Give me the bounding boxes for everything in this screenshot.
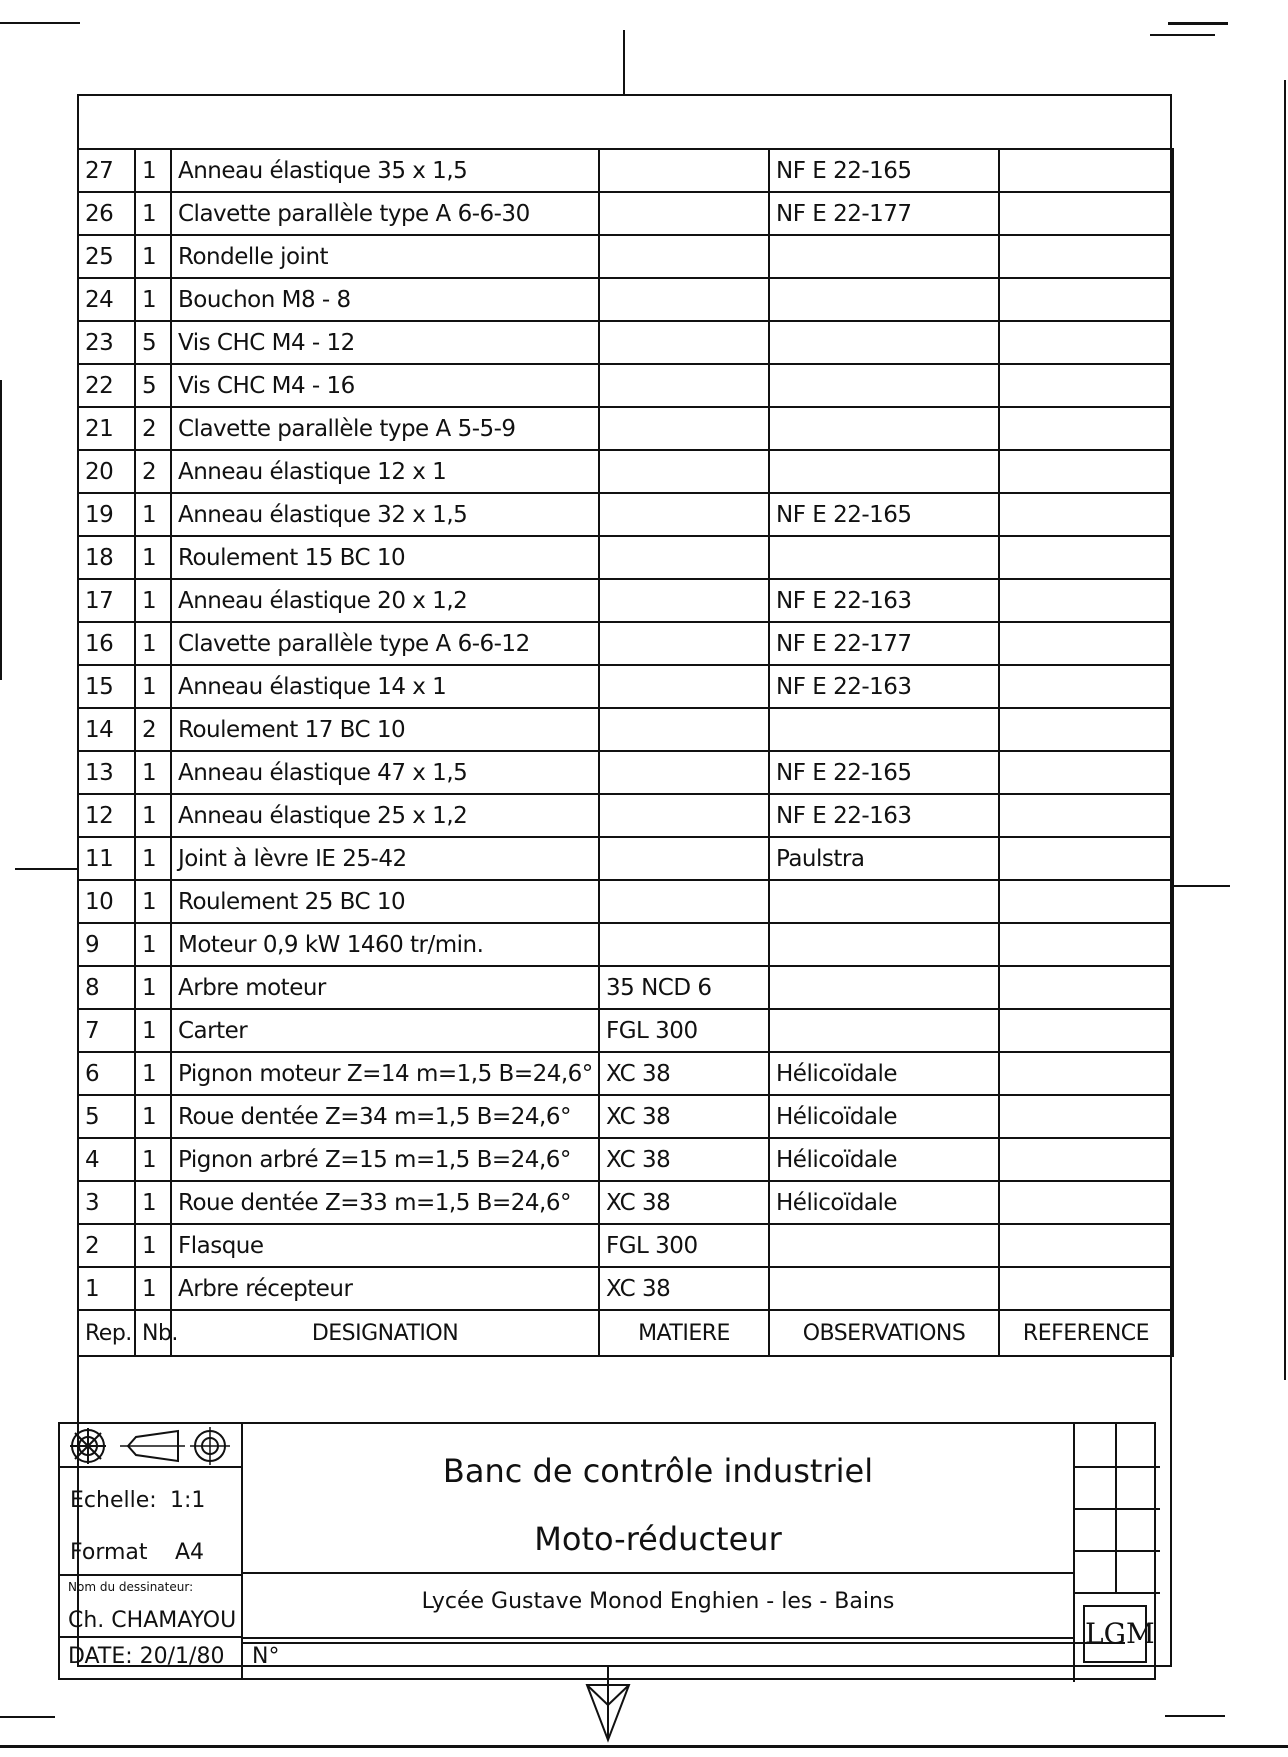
header-reference: REFERENCE <box>999 1310 1173 1356</box>
cell-reference <box>999 708 1173 751</box>
cell-matiere: XC 38 <box>599 1267 769 1310</box>
cell-reference <box>999 966 1173 1009</box>
cell-reference <box>999 235 1173 278</box>
cell-nb: 1 <box>135 493 171 536</box>
table-row <box>78 321 1173 364</box>
title-divider <box>243 1637 1073 1639</box>
cell-reference <box>999 1052 1173 1095</box>
cell-observations: NF E 22-177 <box>769 192 999 235</box>
cell-rep: 19 <box>78 493 135 536</box>
table-row <box>78 794 1173 837</box>
cell-observations <box>769 1009 999 1052</box>
table-row <box>78 149 1173 192</box>
bill-of-materials-table <box>77 148 1174 1357</box>
table-row <box>78 923 1173 966</box>
cell-observations <box>769 966 999 1009</box>
projection-symbol-icon <box>60 1424 243 1468</box>
cell-designation: Moteur 0,9 kW 1460 tr/min. <box>171 923 599 966</box>
table-row <box>78 966 1173 1009</box>
cell-observations <box>769 364 999 407</box>
cell-observations <box>769 278 999 321</box>
cell-designation: Pignon moteur Z=14 m=1,5 B=24,6° <box>171 1052 599 1095</box>
drawing-number-label: N° <box>252 1644 280 1669</box>
center-mark <box>623 30 625 94</box>
cell-reference <box>999 407 1173 450</box>
table-row <box>78 837 1173 880</box>
cell-nb: 1 <box>135 1052 171 1095</box>
cell-reference <box>999 880 1173 923</box>
table-row <box>78 708 1173 751</box>
cell-matiere <box>599 407 769 450</box>
cell-matiere <box>599 708 769 751</box>
cell-rep: 13 <box>78 751 135 794</box>
cell-rep: 8 <box>78 966 135 1009</box>
cell-matiere <box>599 751 769 794</box>
header-matiere: MATIERE <box>599 1310 769 1356</box>
cell-rep: 1 <box>78 1267 135 1310</box>
cell-designation: Arbre récepteur <box>171 1267 599 1310</box>
echelle-label: Echelle: <box>70 1488 157 1513</box>
cell-matiere <box>599 364 769 407</box>
cell-designation: Pignon arbré Z=15 m=1,5 B=24,6° <box>171 1138 599 1181</box>
cell-designation: Clavette parallèle type A 5-5-9 <box>171 407 599 450</box>
cell-observations: Hélicoïdale <box>769 1181 999 1224</box>
table-row <box>78 192 1173 235</box>
cell-matiere <box>599 493 769 536</box>
cell-observations: NF E 22-163 <box>769 794 999 837</box>
cell-rep: 5 <box>78 1095 135 1138</box>
cell-designation: Roue dentée Z=33 m=1,5 B=24,6° <box>171 1181 599 1224</box>
header-nb: Nb. <box>135 1310 171 1356</box>
cell-rep: 4 <box>78 1138 135 1181</box>
cell-matiere: FGL 300 <box>599 1009 769 1052</box>
table-row <box>78 493 1173 536</box>
school-logo: LGM <box>1083 1605 1147 1663</box>
cell-nb: 2 <box>135 407 171 450</box>
table-row <box>78 450 1173 493</box>
cell-rep: 12 <box>78 794 135 837</box>
cell-nb: 1 <box>135 923 171 966</box>
crop-mark <box>1165 1715 1225 1717</box>
table-row <box>78 407 1173 450</box>
cell-rep: 26 <box>78 192 135 235</box>
table-row <box>78 622 1173 665</box>
cell-nb: 1 <box>135 1009 171 1052</box>
cell-reference <box>999 192 1173 235</box>
cell-designation: Carter <box>171 1009 599 1052</box>
cell-rep: 24 <box>78 278 135 321</box>
table-row <box>78 1267 1173 1310</box>
cell-rep: 16 <box>78 622 135 665</box>
cell-matiere <box>599 665 769 708</box>
projection-symbol-cell <box>60 1424 241 1468</box>
cell-nb: 5 <box>135 364 171 407</box>
cell-nb: 2 <box>135 450 171 493</box>
cell-matiere: XC 38 <box>599 1095 769 1138</box>
cell-designation: Clavette parallèle type A 6-6-30 <box>171 192 599 235</box>
cell-reference <box>999 751 1173 794</box>
cell-observations: NF E 22-177 <box>769 622 999 665</box>
cell-designation: Arbre moteur <box>171 966 599 1009</box>
cell-nb: 5 <box>135 321 171 364</box>
cell-reference <box>999 1181 1173 1224</box>
scale-cell <box>60 1468 241 1576</box>
centering-arrow-icon <box>583 1665 633 1743</box>
title-divider <box>243 1572 1073 1574</box>
cell-designation: Anneau élastique 20 x 1,2 <box>171 579 599 622</box>
cell-nb: 1 <box>135 622 171 665</box>
cell-matiere <box>599 450 769 493</box>
cell-rep: 15 <box>78 665 135 708</box>
cell-reference <box>999 1095 1173 1138</box>
cell-observations <box>769 321 999 364</box>
cell-observations: Hélicoïdale <box>769 1095 999 1138</box>
cell-designation: Anneau élastique 35 x 1,5 <box>171 149 599 192</box>
cell-matiere <box>599 149 769 192</box>
cell-reference <box>999 321 1173 364</box>
cell-reference <box>999 364 1173 407</box>
cell-matiere <box>599 880 769 923</box>
drawing-subtitle: Moto-réducteur <box>534 1520 782 1558</box>
cell-matiere: XC 38 <box>599 1181 769 1224</box>
cell-observations <box>769 450 999 493</box>
cell-rep: 25 <box>78 235 135 278</box>
table-row <box>78 579 1173 622</box>
cell-observations <box>769 708 999 751</box>
right-grid-divider <box>1073 1424 1075 1682</box>
cell-observations <box>769 923 999 966</box>
cell-designation: Anneau élastique 25 x 1,2 <box>171 794 599 837</box>
cell-observations <box>769 1267 999 1310</box>
cell-rep: 18 <box>78 536 135 579</box>
drafter-cell <box>60 1576 241 1638</box>
cell-matiere <box>599 536 769 579</box>
cell-observations: NF E 22-165 <box>769 751 999 794</box>
cell-designation: Joint à lèvre IE 25-42 <box>171 837 599 880</box>
cell-matiere: XC 38 <box>599 1052 769 1095</box>
cell-rep: 14 <box>78 708 135 751</box>
table-row <box>78 880 1173 923</box>
cell-designation: Flasque <box>171 1224 599 1267</box>
bom-header-row <box>78 1310 1173 1356</box>
cell-nb: 1 <box>135 665 171 708</box>
cell-observations: Hélicoïdale <box>769 1052 999 1095</box>
cell-matiere: XC 38 <box>599 1138 769 1181</box>
cell-designation: Anneau élastique 47 x 1,5 <box>171 751 599 794</box>
grid-line <box>1075 1550 1160 1552</box>
cell-designation: Roulement 25 BC 10 <box>171 880 599 923</box>
cell-nb: 1 <box>135 880 171 923</box>
cell-reference <box>999 1224 1173 1267</box>
cell-matiere <box>599 622 769 665</box>
cell-observations: NF E 22-165 <box>769 493 999 536</box>
cell-matiere: FGL 300 <box>599 1224 769 1267</box>
table-row <box>78 1224 1173 1267</box>
cell-rep: 7 <box>78 1009 135 1052</box>
cell-designation: Anneau élastique 32 x 1,5 <box>171 493 599 536</box>
cell-matiere <box>599 923 769 966</box>
drafter-name: Ch. CHAMAYOU <box>68 1608 237 1633</box>
table-row <box>78 235 1173 278</box>
cell-designation: Anneau élastique 12 x 1 <box>171 450 599 493</box>
cell-nb: 2 <box>135 708 171 751</box>
cell-reference <box>999 450 1173 493</box>
cell-matiere <box>599 794 769 837</box>
cell-matiere <box>599 278 769 321</box>
cell-nb: 1 <box>135 1267 171 1310</box>
cell-observations <box>769 235 999 278</box>
cell-nb: 1 <box>135 837 171 880</box>
cell-reference <box>999 1267 1173 1310</box>
cell-nb: 1 <box>135 966 171 1009</box>
center-mark <box>1172 885 1230 887</box>
table-row <box>78 1095 1173 1138</box>
format-value: A4 <box>175 1540 205 1565</box>
number-cell-divider <box>243 1642 1125 1644</box>
cell-nb: 1 <box>135 149 171 192</box>
bottom-edge-line <box>0 1745 1288 1748</box>
cell-designation: Clavette parallèle type A 6-6-12 <box>171 622 599 665</box>
cell-nb: 1 <box>135 278 171 321</box>
cell-rep: 17 <box>78 579 135 622</box>
title-block <box>58 1422 1156 1680</box>
cell-designation: Roulement 17 BC 10 <box>171 708 599 751</box>
cell-matiere <box>599 192 769 235</box>
cell-designation: Bouchon M8 - 8 <box>171 278 599 321</box>
cell-observations <box>769 536 999 579</box>
grid-line <box>1075 1592 1160 1594</box>
crop-mark <box>1168 22 1228 25</box>
cell-nb: 1 <box>135 579 171 622</box>
crop-mark <box>0 1716 55 1718</box>
center-mark <box>15 868 77 870</box>
grid-line <box>1075 1508 1160 1510</box>
margin-line <box>0 380 2 680</box>
crop-mark <box>1150 34 1215 36</box>
cell-nb: 1 <box>135 192 171 235</box>
cell-reference <box>999 493 1173 536</box>
table-row <box>78 1138 1173 1181</box>
cell-designation: Roulement 15 BC 10 <box>171 536 599 579</box>
cell-matiere <box>599 235 769 278</box>
cell-rep: 10 <box>78 880 135 923</box>
crop-mark <box>0 22 80 24</box>
cell-matiere <box>599 837 769 880</box>
cell-observations: NF E 22-163 <box>769 579 999 622</box>
cell-nb: 1 <box>135 1181 171 1224</box>
margin-line <box>1284 80 1286 1380</box>
cell-nb: 1 <box>135 1224 171 1267</box>
cell-observations: NF E 22-163 <box>769 665 999 708</box>
cell-reference <box>999 923 1173 966</box>
table-row <box>78 751 1173 794</box>
title-block-info <box>60 1424 243 1678</box>
cell-reference <box>999 149 1173 192</box>
cell-observations: Paulstra <box>769 837 999 880</box>
cell-rep: 6 <box>78 1052 135 1095</box>
cell-reference <box>999 837 1173 880</box>
cell-designation: Vis CHC M4 - 16 <box>171 364 599 407</box>
cell-designation: Roue dentée Z=34 m=1,5 B=24,6° <box>171 1095 599 1138</box>
revision-grid <box>1073 1424 1158 1594</box>
cell-observations: Hélicoïdale <box>769 1138 999 1181</box>
cell-reference <box>999 794 1173 837</box>
cell-reference <box>999 1009 1173 1052</box>
cell-reference <box>999 622 1173 665</box>
header-designation: DESIGNATION <box>171 1310 599 1356</box>
table-row <box>78 665 1173 708</box>
table-row <box>78 1009 1173 1052</box>
cell-designation: Rondelle joint <box>171 235 599 278</box>
cell-rep: 22 <box>78 364 135 407</box>
cell-matiere <box>599 579 769 622</box>
cell-rep: 21 <box>78 407 135 450</box>
cell-matiere: 35 NCD 6 <box>599 966 769 1009</box>
cell-rep: 20 <box>78 450 135 493</box>
cell-rep: 27 <box>78 149 135 192</box>
cell-rep: 9 <box>78 923 135 966</box>
cell-nb: 1 <box>135 1138 171 1181</box>
echelle-value: 1:1 <box>170 1488 206 1513</box>
cell-rep: 11 <box>78 837 135 880</box>
drawing-title: Banc de contrôle industriel <box>442 1452 874 1490</box>
format-label: Format <box>70 1540 148 1565</box>
cell-reference <box>999 579 1173 622</box>
cell-reference <box>999 1138 1173 1181</box>
cell-designation: Vis CHC M4 - 12 <box>171 321 599 364</box>
cell-reference <box>999 278 1173 321</box>
cell-nb: 1 <box>135 794 171 837</box>
cell-observations <box>769 880 999 923</box>
header-observations: OBSERVATIONS <box>769 1310 999 1356</box>
cell-nb: 1 <box>135 536 171 579</box>
cell-rep: 3 <box>78 1181 135 1224</box>
grid-line <box>1075 1466 1160 1468</box>
header-rep: Rep. <box>78 1310 135 1356</box>
date-cell <box>60 1638 241 1678</box>
school-name: Lycée Gustave Monod Enghien - les - Bains <box>421 1589 895 1614</box>
table-row <box>78 1052 1173 1095</box>
cell-designation: Anneau élastique 14 x 1 <box>171 665 599 708</box>
cell-rep: 2 <box>78 1224 135 1267</box>
table-row <box>78 364 1173 407</box>
drafter-label: Nom du dessinateur: <box>68 1580 194 1594</box>
cell-matiere <box>599 321 769 364</box>
cell-reference <box>999 536 1173 579</box>
table-row <box>78 536 1173 579</box>
cell-observations: NF E 22-165 <box>769 149 999 192</box>
cell-nb: 1 <box>135 751 171 794</box>
cell-observations <box>769 407 999 450</box>
cell-nb: 1 <box>135 235 171 278</box>
cell-observations <box>769 1224 999 1267</box>
table-row <box>78 1181 1173 1224</box>
drawing-date: DATE: 20/1/80 <box>68 1644 225 1669</box>
bom-body <box>78 149 1173 1310</box>
table-row <box>78 278 1173 321</box>
cell-reference <box>999 665 1173 708</box>
cell-rep: 23 <box>78 321 135 364</box>
cell-nb: 1 <box>135 1095 171 1138</box>
